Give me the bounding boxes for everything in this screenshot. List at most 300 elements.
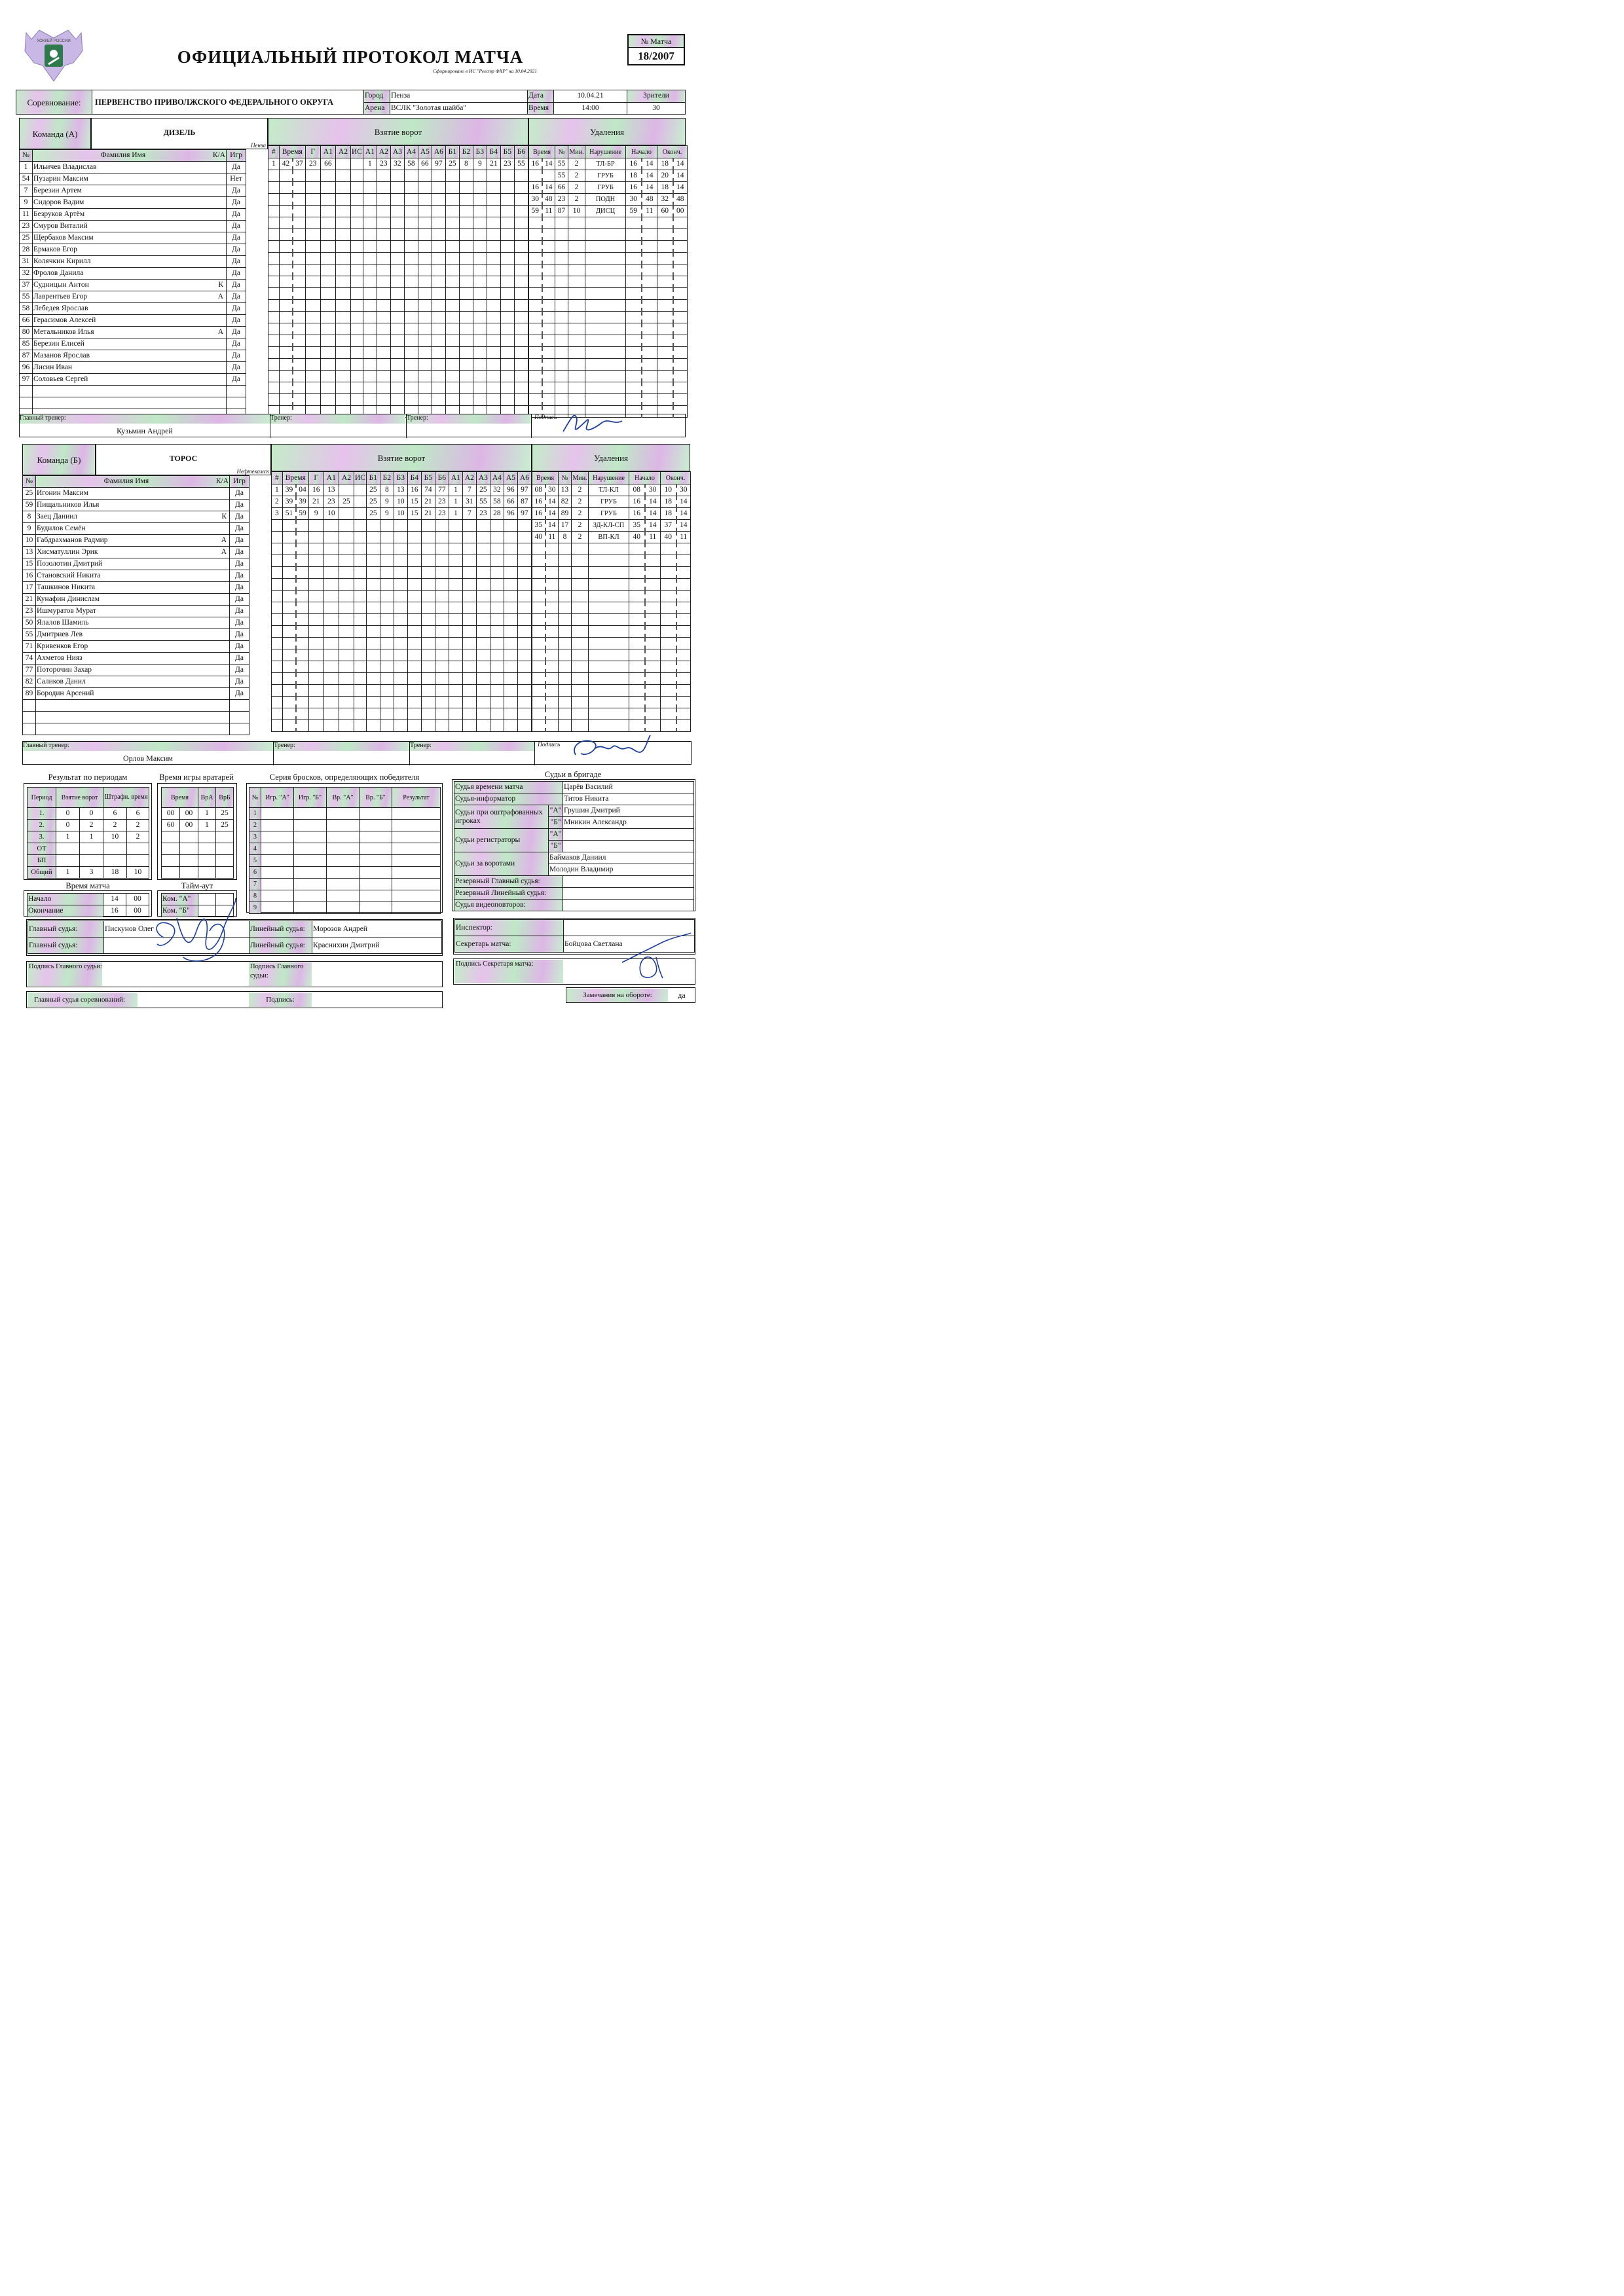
team-b-goal-cell — [366, 673, 380, 685]
team-a-penalty-cell — [585, 276, 626, 288]
team-a-player-number: 7 — [20, 185, 33, 197]
shootout-cell — [327, 867, 360, 879]
team-a-goal-cell — [268, 241, 280, 253]
team-b-penalty-cell — [532, 614, 545, 626]
team-b-goal-cell — [272, 626, 283, 638]
team-a-goal-cell — [500, 288, 514, 300]
team-a-player-name — [33, 362, 227, 374]
team-b-goal-cell — [490, 697, 504, 708]
team-a-goal-cell — [305, 359, 320, 371]
team-b-goal-cell — [421, 720, 435, 732]
team-b-penalty-cell: 18 — [661, 496, 676, 508]
team-b-penalty-row — [532, 697, 691, 708]
team-b-player-name — [36, 641, 230, 653]
team-b-goal-cell — [282, 685, 296, 697]
team-b-goal-cell — [339, 567, 354, 579]
team-a-goal-cell — [432, 300, 445, 312]
team-a-goal-cell — [432, 253, 445, 264]
team-a-player-played: Да — [227, 327, 246, 338]
team-a-pen-header: Оконч. — [657, 146, 688, 158]
team-a-penalty-cell: 16 — [529, 158, 542, 170]
team-b-goal-cell — [449, 567, 462, 579]
competition-name: ПЕРВЕНСТВО ПРИВОЛЖСКОГО ФЕДЕРАЛЬНОГО ОКРУГА — [92, 90, 364, 115]
goalie-cell — [216, 855, 234, 867]
team-a-goal-cell — [377, 253, 390, 264]
shootout-cell — [261, 879, 294, 890]
team-a-goal-cell — [320, 300, 335, 312]
team-a-goal-cell: 97 — [432, 158, 445, 170]
team-a-player-number: 31 — [20, 256, 33, 268]
team-a-penalty-cell — [642, 371, 657, 382]
team-a-goal-cell — [418, 394, 432, 406]
team-a-penalty-cell — [568, 229, 585, 241]
team-a-goal-cell — [445, 206, 459, 217]
team-a-goal-cell — [279, 194, 293, 206]
team-b-goal-cell — [394, 649, 407, 661]
team-a-goal-cell — [445, 371, 459, 382]
team-a-goal-cell — [459, 253, 473, 264]
team-b-penalty-cell — [661, 555, 676, 567]
period-cell — [56, 855, 80, 867]
team-a-goal-cell — [350, 170, 363, 182]
period-cell — [103, 855, 127, 867]
team-b-goal-cell — [449, 520, 462, 532]
team-a-goal-cell — [293, 371, 305, 382]
team-a-penalty-cell — [626, 276, 642, 288]
team-b-penalty-cell — [572, 626, 589, 638]
team-b-goal-cell — [339, 697, 354, 708]
team-b-player-played: Да — [230, 558, 249, 570]
team-a-goal-cell — [335, 217, 350, 229]
team-b-player-name — [36, 700, 230, 712]
team-a-penalty-row — [529, 394, 688, 406]
team-b-player-ka: К — [221, 513, 227, 520]
team-a-goal-cell — [432, 347, 445, 359]
team-b-goal-cell — [308, 520, 323, 532]
team-b-penalty-cell — [589, 708, 629, 720]
team-b-penalty-cell — [545, 579, 559, 591]
team-b-goal-cell: 2 — [272, 496, 283, 508]
team-a-penalty-cell: 2 — [568, 158, 585, 170]
team-b-player-name — [36, 594, 230, 606]
team-b-goal-cell — [296, 685, 308, 697]
team-a-player-name — [33, 268, 227, 280]
team-a-penalty-cell — [657, 382, 673, 394]
team-a-goal-cell: 37 — [293, 158, 305, 170]
team-b-goals-table — [271, 471, 532, 732]
team-a-goal-cell — [500, 300, 514, 312]
team-b-goal-cell — [490, 626, 504, 638]
team-b-goal-cell — [435, 708, 449, 720]
team-b-player-number: 21 — [23, 594, 36, 606]
team-a-goal-cell — [320, 276, 335, 288]
team-b-penalty-row — [532, 567, 691, 579]
team-b-goal-cell — [421, 520, 435, 532]
team-b-goal-row — [272, 638, 532, 649]
team-a-goal-cell — [473, 182, 487, 194]
team-a-goal-cell — [350, 312, 363, 323]
team-a-penalty-cell — [585, 264, 626, 276]
team-a-goals-header: А6 — [432, 146, 445, 158]
team-a-goal-cell — [404, 217, 418, 229]
team-a-goal-cell — [320, 217, 335, 229]
team-b-player-name — [36, 653, 230, 665]
team-b-goal-cell — [296, 673, 308, 685]
team-a-goal-cell — [363, 229, 377, 241]
period-cell: 0 — [56, 820, 80, 831]
team-b-penalty-cell — [545, 567, 559, 579]
spectators-label: Зрители — [627, 90, 686, 103]
team-a-goals-header: Б5 — [500, 146, 514, 158]
team-a-goal-cell — [514, 170, 528, 182]
team-b-goal-row — [272, 591, 532, 602]
team-b-penalty-cell — [661, 697, 676, 708]
team-b-goal-row — [272, 579, 532, 591]
team-a-goal-cell — [432, 194, 445, 206]
team-a-goal-cell — [320, 347, 335, 359]
team-a-penalty-cell — [673, 253, 688, 264]
team-b-goal-cell — [282, 638, 296, 649]
team-b-goal-cell — [380, 555, 394, 567]
team-b-goals-header: Б5 — [421, 472, 435, 484]
team-b-goal-cell — [517, 602, 531, 614]
team-a-player-played: Да — [227, 338, 246, 350]
team-b-player-played: Да — [230, 641, 249, 653]
team-b-player-ka: А — [221, 548, 227, 556]
team-b-goal-cell — [476, 614, 490, 626]
team-a-player-number: 23 — [20, 221, 33, 232]
team-a-player-name — [33, 173, 227, 185]
team-a-penalty-cell: 32 — [657, 194, 673, 206]
team-a-goal-cell — [500, 253, 514, 264]
team-b-player-name — [36, 688, 230, 700]
team-a-penalty-cell — [673, 359, 688, 371]
team-a-goal-cell — [305, 241, 320, 253]
goalie-b-header: ВрБ — [216, 788, 234, 808]
team-a-roster-row — [20, 350, 268, 362]
team-b-goal-cell — [504, 614, 517, 626]
team-b-penalty-cell — [545, 614, 559, 626]
team-a-goal-cell — [404, 394, 418, 406]
period-cell: 2 — [80, 820, 103, 831]
team-b-player-name-text: Игонин Максим — [37, 489, 88, 497]
team-b-goals-header: Г — [308, 472, 323, 484]
team-b-goal-cell — [407, 673, 421, 685]
head-ref-label-2: Главный судья: — [28, 938, 104, 954]
team-a-goal-cell — [335, 194, 350, 206]
team-b-goal-cell — [282, 626, 296, 638]
shootout-cell — [327, 879, 360, 890]
team-a-player-name-text: Пузарин Максим — [33, 175, 88, 183]
team-a-penalty-cell: 55 — [555, 158, 568, 170]
team-b-penalty-cell — [559, 602, 572, 614]
team-a-goal-cell — [459, 288, 473, 300]
team-b-goal-cell — [308, 661, 323, 673]
team-a-goal-cell — [445, 182, 459, 194]
team-a-penalty-cell: 23 — [555, 194, 568, 206]
team-a-penalty-cell — [555, 217, 568, 229]
team-a-player-played: Да — [227, 350, 246, 362]
team-b-goal-cell — [272, 532, 283, 543]
team-b-goal-cell — [462, 579, 476, 591]
team-a-goal-cell: 21 — [487, 158, 500, 170]
team-a-goal-cell — [320, 253, 335, 264]
team-b-penalty-cell: 16 — [629, 508, 645, 520]
team-b-goal-cell — [394, 638, 407, 649]
period-cell: 2. — [28, 820, 56, 831]
shootout-cell — [294, 855, 327, 867]
team-b-goal-cell: 87 — [517, 496, 531, 508]
team-a-player-played: Да — [227, 268, 246, 280]
match-start-label: Начало — [28, 894, 103, 905]
team-a-penalty-cell — [657, 229, 673, 241]
penalty-tag-b: "Б" — [549, 817, 563, 829]
team-a-penalty-cell — [555, 264, 568, 276]
team-a-goal-cell — [500, 206, 514, 217]
team-a-goal-cell — [279, 312, 293, 323]
team-a-penalty-cell — [657, 300, 673, 312]
team-b-goal-cell — [323, 673, 339, 685]
shootout-cell — [261, 855, 294, 867]
team-a-player-played — [227, 397, 246, 409]
team-b-penalty-cell: 30 — [545, 484, 559, 496]
team-b-goal-cell — [272, 649, 283, 661]
team-a-goal-cell — [500, 323, 514, 335]
team-b-goal-cell — [490, 720, 504, 732]
team-b-penalty-row — [532, 626, 691, 638]
team-a-goal-cell — [473, 312, 487, 323]
period-header: Период — [28, 788, 56, 808]
team-a-penalty-cell — [585, 217, 626, 229]
team-a-penalty-cell — [673, 394, 688, 406]
goalie-a-header: ВрА — [198, 788, 216, 808]
team-a-goal-cell — [268, 170, 280, 182]
team-a-goal-cell — [514, 276, 528, 288]
team-a-goal-row — [268, 312, 528, 323]
team-b-penalty-cell — [532, 555, 545, 567]
video-judge-label: Судья видеоповторов: — [454, 900, 563, 911]
team-a-goal-cell — [432, 241, 445, 253]
team-a-goal-cell — [487, 312, 500, 323]
team-a-penalty-cell: 20 — [657, 170, 673, 182]
team-b-penalty-cell — [589, 661, 629, 673]
inspector-label: Инспектор: — [455, 920, 564, 936]
team-a-penalty-cell — [642, 264, 657, 276]
team-a-goal-cell — [268, 182, 280, 194]
team-a-penalty-cell — [673, 217, 688, 229]
team-b-goal-cell — [308, 543, 323, 555]
team-a-goal-cell — [350, 194, 363, 206]
team-a-roster-row — [20, 291, 268, 303]
team-b-goal-cell: 21 — [421, 496, 435, 508]
team-b-penalty-row — [532, 720, 691, 732]
team-b-roster-row — [23, 700, 272, 712]
period-cell: ОТ — [28, 843, 56, 855]
team-b-penalty-cell — [661, 661, 676, 673]
team-a-penalty-row — [529, 253, 688, 264]
team-a-penalty-cell — [585, 241, 626, 253]
team-a-goal-cell — [293, 194, 305, 206]
team-a-penalty-cell — [673, 323, 688, 335]
period-cell: 2 — [103, 820, 127, 831]
team-b-penalty-cell — [532, 602, 545, 614]
team-b-goal-cell — [339, 626, 354, 638]
shootout-cell — [392, 890, 441, 902]
goalie-row — [162, 820, 234, 831]
penalty-judge-b: Мникин Александр — [563, 817, 694, 829]
team-b-goal-cell — [504, 591, 517, 602]
team-a-player-name — [33, 162, 227, 173]
team-b-city: Нефтекамск — [236, 468, 269, 475]
period-row — [28, 867, 149, 879]
team-a-goal-cell — [500, 335, 514, 347]
team-a-goal-cell — [335, 394, 350, 406]
team-b-goal-cell — [421, 591, 435, 602]
team-a-penalty-cell — [568, 300, 585, 312]
team-b-penalty-cell — [589, 697, 629, 708]
period-row — [28, 843, 149, 855]
period-cell: 10 — [103, 831, 127, 843]
team-b-goal-cell — [366, 579, 380, 591]
team-b-penalty-cell — [629, 567, 645, 579]
team-a-player-played: Да — [227, 221, 246, 232]
team-a-goal-cell — [293, 241, 305, 253]
team-b-player-name — [36, 712, 230, 723]
team-b-penalty-cell — [532, 638, 545, 649]
team-b-penalty-cell: 8 — [559, 532, 572, 543]
team-a-penalty-cell — [555, 394, 568, 406]
team-a-goal-cell — [279, 323, 293, 335]
team-a-pen-header: Мин. — [568, 146, 585, 158]
team-b-goal-cell — [272, 697, 283, 708]
team-b-goal-cell: 1 — [449, 484, 462, 496]
team-b-penalty-cell — [532, 579, 545, 591]
team-a-goal-cell: 1 — [363, 158, 377, 170]
timekeeper: Царёв Василий — [563, 782, 694, 793]
team-a-player-played: Да — [227, 291, 246, 303]
team-b-goal-cell — [272, 591, 283, 602]
team-a-player-number: 25 — [20, 232, 33, 244]
team-b-goal-cell — [296, 567, 308, 579]
team-a-goal-cell — [404, 300, 418, 312]
team-a-goal-cell — [404, 312, 418, 323]
shootout-header: Игр. "А" — [261, 788, 294, 808]
team-b-penalty-row — [532, 602, 691, 614]
team-a-goal-cell — [377, 288, 390, 300]
team-a-goal-row — [268, 194, 528, 206]
team-b-goal-cell — [490, 661, 504, 673]
team-b-penalty-cell — [661, 673, 676, 685]
team-a-goal-cell — [459, 382, 473, 394]
team-b-player-played: Да — [230, 676, 249, 688]
team-b-penalty-cell: 40 — [629, 532, 645, 543]
team-a-player-played: Да — [227, 197, 246, 209]
team-b-penalty-cell — [572, 638, 589, 649]
team-b-goal-cell — [517, 567, 531, 579]
team-b-goals-header: Б3 — [394, 472, 407, 484]
period-cell: 0 — [80, 808, 103, 820]
shootout-cell — [261, 808, 294, 820]
team-b-goal-cell — [435, 614, 449, 626]
team-b-goal-cell — [394, 532, 407, 543]
team-b-goal-cell — [366, 685, 380, 697]
team-a-signature-label: Подпись — [534, 414, 557, 421]
team-a-goal-cell — [335, 241, 350, 253]
team-a-penalty-cell — [642, 253, 657, 264]
team-a-goal-cell — [377, 323, 390, 335]
team-a-goal-cell — [350, 229, 363, 241]
shootout-row — [249, 831, 441, 843]
informer-label: Судья-информатор — [454, 793, 563, 805]
team-a-penalty-cell — [673, 229, 688, 241]
team-b-roster — [22, 475, 272, 735]
team-a-penalty-cell — [657, 312, 673, 323]
team-b-goal-cell — [339, 661, 354, 673]
team-a-penalty-cell: 00 — [673, 206, 688, 217]
team-a-goal-cell — [293, 394, 305, 406]
team-b-player-played: Да — [230, 523, 249, 535]
team-b-goal-cell — [296, 579, 308, 591]
team-b-player-number: 17 — [23, 582, 36, 594]
team-b-penalty-cell — [661, 579, 676, 591]
team-a-goal-cell — [293, 253, 305, 264]
team-a-goal-cell — [473, 264, 487, 276]
team-b-goal-cell — [490, 543, 504, 555]
team-b-goal-cell — [476, 649, 490, 661]
team-b-penalty-cell — [661, 602, 676, 614]
team-b-roster-row — [23, 570, 272, 582]
team-a-goal-cell — [268, 335, 280, 347]
team-b-penalty-cell — [589, 626, 629, 638]
team-a-goal-cell — [404, 253, 418, 264]
team-b-goal-cell — [296, 708, 308, 720]
team-b-penalty-cell — [559, 673, 572, 685]
team-a-goal-cell — [404, 371, 418, 382]
team-a-goal-row — [268, 217, 528, 229]
team-a-goal-cell — [305, 206, 320, 217]
team-b-player-name — [36, 629, 230, 641]
team-b-goal-cell — [339, 555, 354, 567]
team-a-penalty-cell: 30 — [529, 194, 542, 206]
team-b-penalty-cell: 89 — [559, 508, 572, 520]
team-a-penalty-row — [529, 276, 688, 288]
team-b-penalty-cell — [559, 661, 572, 673]
team-b-goal-cell: 9 — [380, 496, 394, 508]
shootout-cell — [360, 820, 392, 831]
match-number-box — [627, 34, 685, 65]
team-b-penalty-cell — [661, 614, 676, 626]
team-b-penalty-cell — [545, 697, 559, 708]
team-a-goal-row — [268, 382, 528, 394]
team-a-player-name-text: Колячкин Кирилл — [33, 257, 91, 265]
team-b-goal-cell — [380, 720, 394, 732]
team-a-penalty-cell — [542, 217, 555, 229]
team-a-goal-cell: 23 — [305, 158, 320, 170]
team-a-penalty-row — [529, 359, 688, 371]
team-a-goal-cell — [363, 276, 377, 288]
team-a-goal-cell — [459, 371, 473, 382]
team-b-goal-cell — [407, 532, 421, 543]
team-b-player-name-text: Бородин Арсений — [37, 689, 94, 697]
team-b-goal-cell — [490, 685, 504, 697]
team-b-goal-cell — [517, 520, 531, 532]
team-a-goal-cell — [432, 382, 445, 394]
team-b-goal-cell — [308, 649, 323, 661]
match-start-m: 00 — [126, 894, 149, 905]
team-a-goal-cell — [293, 229, 305, 241]
team-a-penalty-cell: 14 — [642, 182, 657, 194]
team-a-roster-row — [20, 397, 268, 409]
